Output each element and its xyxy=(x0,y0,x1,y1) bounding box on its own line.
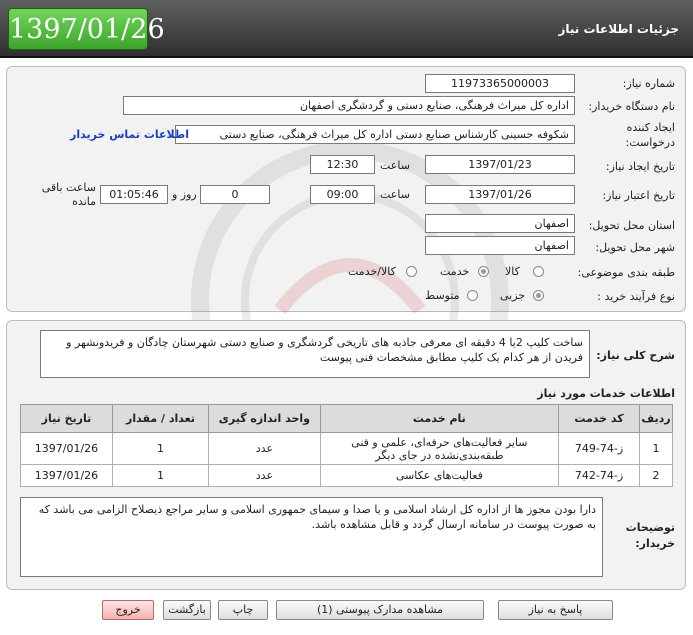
col-quantity: تعداد / مقدار xyxy=(112,405,208,433)
buyer-notes-text: دارا بودن مجوز ها از اداره کل ارشاد اسلامی و یا صدا و سیمای جمهوری اسلامی و سایر مراجع ذیصلاح الزامی می باشد که به صورت پیوست در سامانه ارسال گردد و قابل مشاهده باشد. xyxy=(20,497,603,577)
creator-label-line2: درخواست: xyxy=(625,136,675,149)
category-goods-label: کالا xyxy=(505,265,520,278)
col-unit: واحد اندازه گیری xyxy=(209,405,321,433)
buyer-org-label: نام دستگاه خریدار: xyxy=(588,100,675,113)
reply-to-need-button[interactable]: پاسخ به نیاز xyxy=(498,600,613,620)
created-time-label: ساعت xyxy=(380,159,410,172)
col-need-date: تاریخ نیاز xyxy=(21,405,113,433)
col-service-name: نام خدمت xyxy=(320,405,558,433)
need-date: 1397/01/26 xyxy=(21,433,113,465)
remaining-label-line1: ساعت باقی xyxy=(41,181,96,194)
created-date-field: 1397/01/23 xyxy=(425,155,575,174)
back-button[interactable]: بازگشت xyxy=(163,600,211,620)
created-date-label: تاریخ ایجاد نیاز: xyxy=(605,160,675,173)
process-minor-radio[interactable] xyxy=(533,290,544,301)
remaining-days-field: 0 xyxy=(200,185,270,204)
deadline-date-badge: 1397/01/26 xyxy=(8,8,148,50)
col-row-number: ردیف xyxy=(639,405,672,433)
category-goods-service-radio[interactable] xyxy=(406,266,417,277)
view-attachments-button[interactable]: مشاهده مدارک پیوستی (1) xyxy=(276,600,484,620)
province-field: اصفهان xyxy=(425,214,575,233)
exit-button[interactable]: خروج xyxy=(102,600,154,620)
category-goods-radio[interactable] xyxy=(533,266,544,277)
process-medium-radio[interactable] xyxy=(467,290,478,301)
remaining-label-line2: مانده xyxy=(72,195,96,208)
need-date: 1397/01/26 xyxy=(21,465,113,487)
table-row xyxy=(21,433,673,465)
page-title: جزئیات اطلاعات نیاز xyxy=(558,22,679,36)
table-row xyxy=(21,465,673,487)
description-label: شرح کلی نیاز: xyxy=(596,349,675,362)
quantity: 1 xyxy=(112,465,208,487)
validity-time-label: ساعت xyxy=(380,188,410,201)
service-name: سایر فعالیت‌های حرفه‌ای، علمی و فنی طبقه‌بندی‌نشده در جای دیگر xyxy=(320,433,558,465)
buyer-notes-label-line1: توضیحات xyxy=(625,521,675,534)
category-label: طبقه بندی موضوعی: xyxy=(577,266,675,279)
province-label: استان محل تحویل: xyxy=(588,219,675,232)
buyer-org-field: اداره کل میراث فرهنگی، صنایع دستی و گردشگری اصفهان xyxy=(123,96,575,115)
unit: عدد xyxy=(209,465,321,487)
col-service-code: کد خدمت xyxy=(559,405,640,433)
creator-label-line1: ایجاد کننده xyxy=(626,121,675,134)
need-number-label: شماره نیاز: xyxy=(622,77,675,90)
validity-date-field: 1397/01/26 xyxy=(425,185,575,204)
creator-field: شکوفه حسینی کارشناس صنایع دستی اداره کل میراث فرهنگی، صنایع دستی xyxy=(175,125,575,144)
service-name: فعالیت‌های عکاسی xyxy=(320,465,558,487)
quantity: 1 xyxy=(112,433,208,465)
remaining-time-field: 01:05:46 xyxy=(100,185,168,204)
service-code: ز-74-742 xyxy=(559,465,640,487)
validity-time-field: 09:00 xyxy=(310,185,375,204)
services-header-row xyxy=(21,405,673,433)
process-minor-label: جزیی xyxy=(500,289,526,302)
row-number: 2 xyxy=(639,465,672,487)
unit: عدد xyxy=(209,433,321,465)
buyer-contact-link[interactable]: اطلاعات تماس خریدار xyxy=(70,128,190,141)
validity-date-label: تاریخ اعتبار نیاز: xyxy=(602,189,675,202)
row-number: 1 xyxy=(639,433,672,465)
print-button[interactable]: چاپ xyxy=(218,600,268,620)
process-medium-label: متوسط xyxy=(425,289,460,302)
services-table xyxy=(20,404,673,487)
services-title: اطلاعات خدمات مورد نیاز xyxy=(537,387,675,400)
created-time-field: 12:30 xyxy=(310,155,375,174)
service-code: ز-74-749 xyxy=(559,433,640,465)
city-label: شهر محل تحویل: xyxy=(595,241,675,254)
category-service-label: خدمت xyxy=(440,265,470,278)
category-goods-service-label: کالا/خدمت xyxy=(348,265,396,278)
buyer-notes-label-line2: خریدار: xyxy=(635,537,675,550)
process-type-label: نوع فرآیند خرید : xyxy=(597,290,675,303)
city-field: اصفهان xyxy=(425,236,575,255)
category-service-radio[interactable] xyxy=(478,266,489,277)
days-label: روز و xyxy=(172,188,197,201)
need-number-field: 11973365000003 xyxy=(425,74,575,93)
page-header xyxy=(0,0,693,58)
description-text: ساخت کلیپ 2یا 4 دقیقه ای معرفی جاذبه های تاریخی گردشگری و صنایع دستی شهرستان چادگان و فریدونشهر و فریدن از هر کدام یک کلیپ مطابق مشخصات فنی پیوست xyxy=(40,330,590,378)
